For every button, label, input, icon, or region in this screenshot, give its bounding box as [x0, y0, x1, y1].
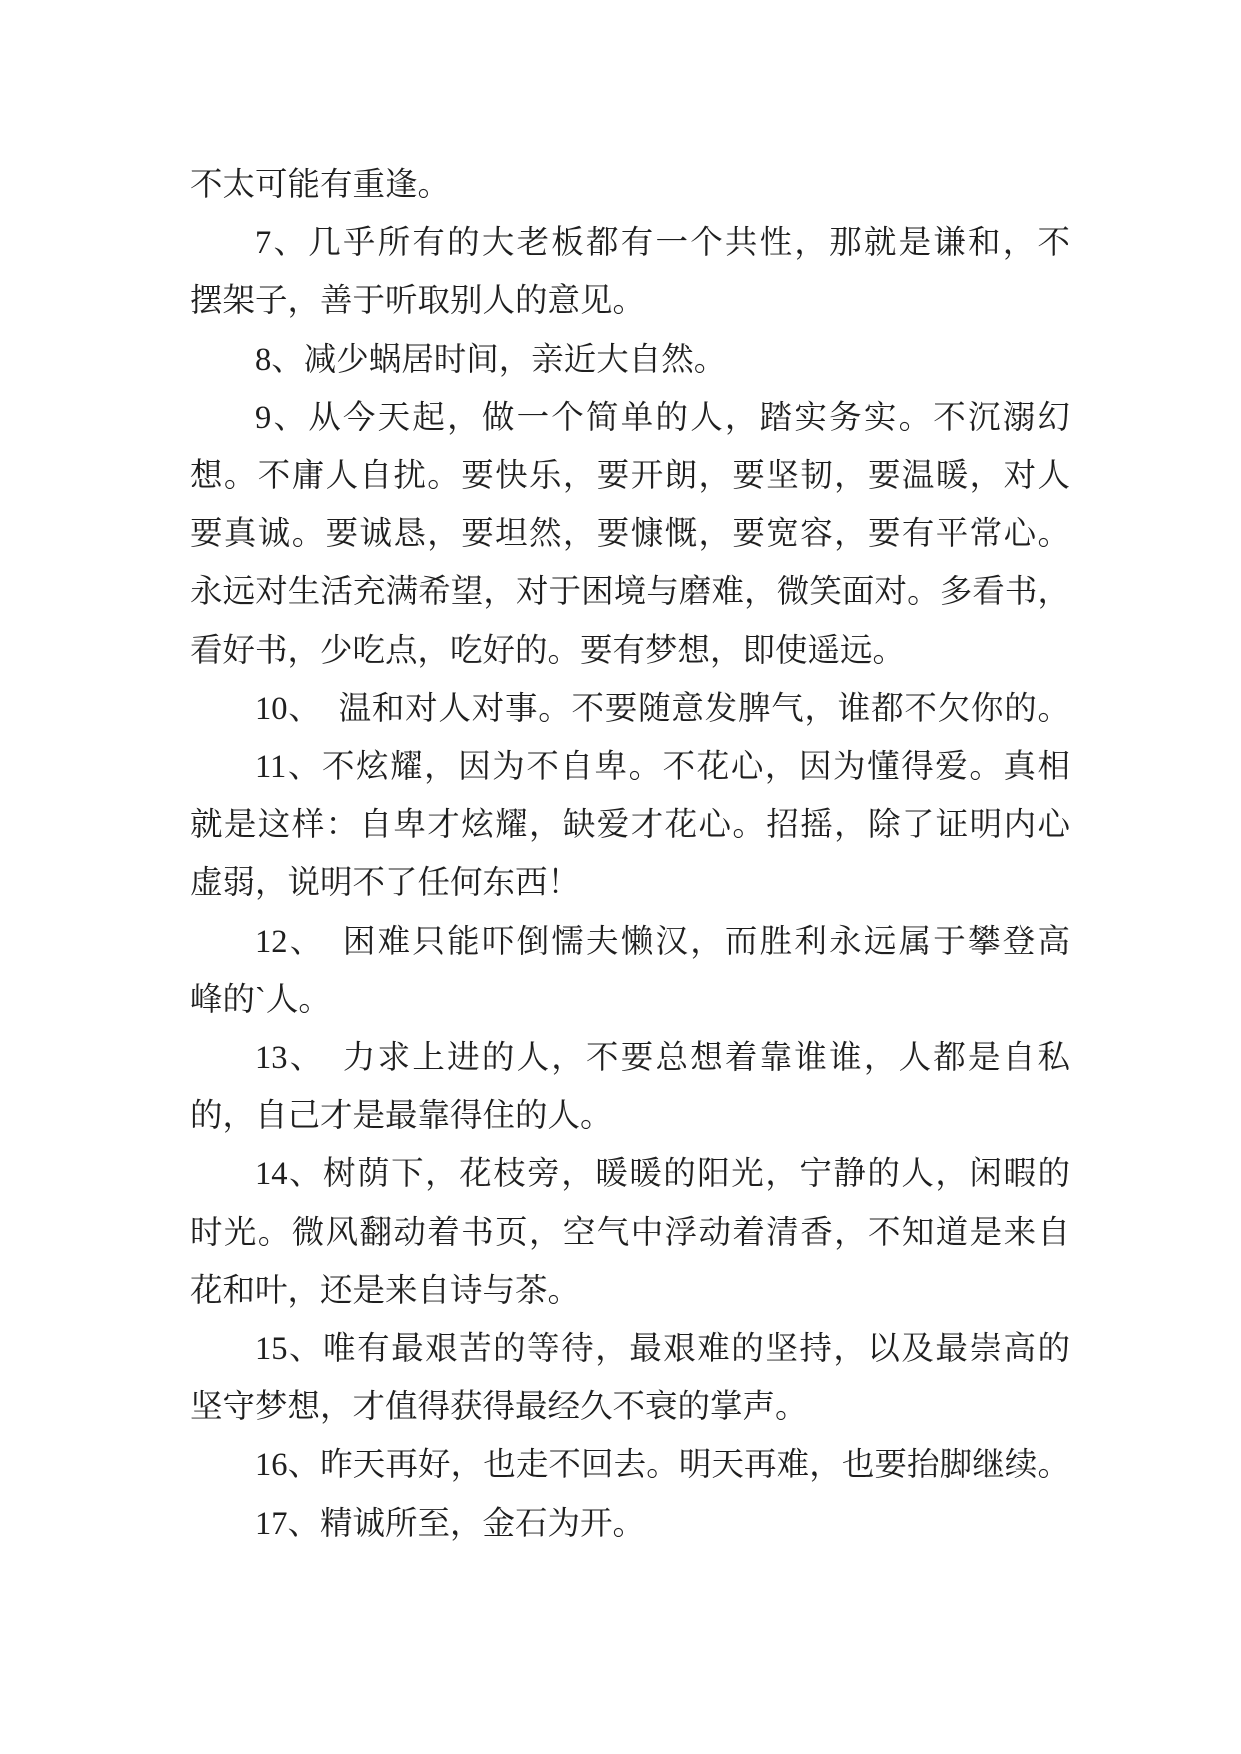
text-line: 峰的`人。 [190, 981, 331, 1018]
text-line: 的，自己才是最靠得住的人。 [190, 1098, 613, 1135]
text-line: 看好书，少吃点，吃好的。要有梦想，即使遥远。 [190, 632, 906, 669]
text-line: 10、 温和对人对事。不要随意发脾气，谁都不欠你的。 [255, 690, 1070, 727]
text-line: 14、树荫下，花枝旁，暖暖的阳光，宁静的人，闲暇的 [255, 1156, 1070, 1193]
text-body [190, 156, 1070, 1553]
text-line: 17、精诚所至，金石为开。 [255, 1505, 646, 1542]
text-line: 坚守梦想，才值得获得最经久不衰的掌声。 [190, 1389, 808, 1426]
text-line: 11、不炫耀，因为不自卑。不花心，因为懂得爱。真相 [255, 749, 1070, 786]
text-line: 花和叶，还是来自诗与茶。 [190, 1272, 581, 1309]
text-line: 12、 困难只能吓倒懦夫懒汉，而胜利永远属于攀登高 [255, 923, 1070, 960]
text-line: 8、减少蜗居时间，亲近大自然。 [255, 341, 727, 378]
text-line: 16、昨天再好，也走不回去。明天再难，也要抬脚继续。 [255, 1447, 1070, 1484]
text-line: 7、几乎所有的大老板都有一个共性，那就是谦和，不 [255, 225, 1070, 262]
text-line: 不太可能有重逢。 [190, 167, 451, 203]
text-line: 就是这样：自卑才炫耀，缺爱才花心。招摇，除了证明内心 [190, 807, 1070, 844]
text-line: 时光。微风翻动着书页，空气中浮动着清香，不知道是来自 [190, 1214, 1070, 1251]
text-line: 永远对生活充满希望，对于困境与磨难，微笑面对。多看书， [190, 574, 1070, 611]
text-line: 15、唯有最艰苦的等待，最艰难的坚持，以及最崇高的 [255, 1331, 1070, 1368]
text-line: 想。不庸人自扰。要快乐，要开朗，要坚韧，要温暖，对人 [190, 458, 1070, 495]
text-line: 虚弱，说明不了任何东西！ [190, 865, 581, 902]
text-line: 9、从今天起，做一个简单的人，踏实务实。不沉溺幻 [255, 399, 1070, 436]
text-line: 摆架子，善于听取别人的意见。 [190, 283, 646, 320]
text-line: 要真诚。要诚恳，要坦然，要慷慨，要宽容，要有平常心。 [190, 516, 1070, 553]
text-line: 13、 力求上进的人，不要总想着靠谁谁，人都是自私 [255, 1040, 1070, 1077]
